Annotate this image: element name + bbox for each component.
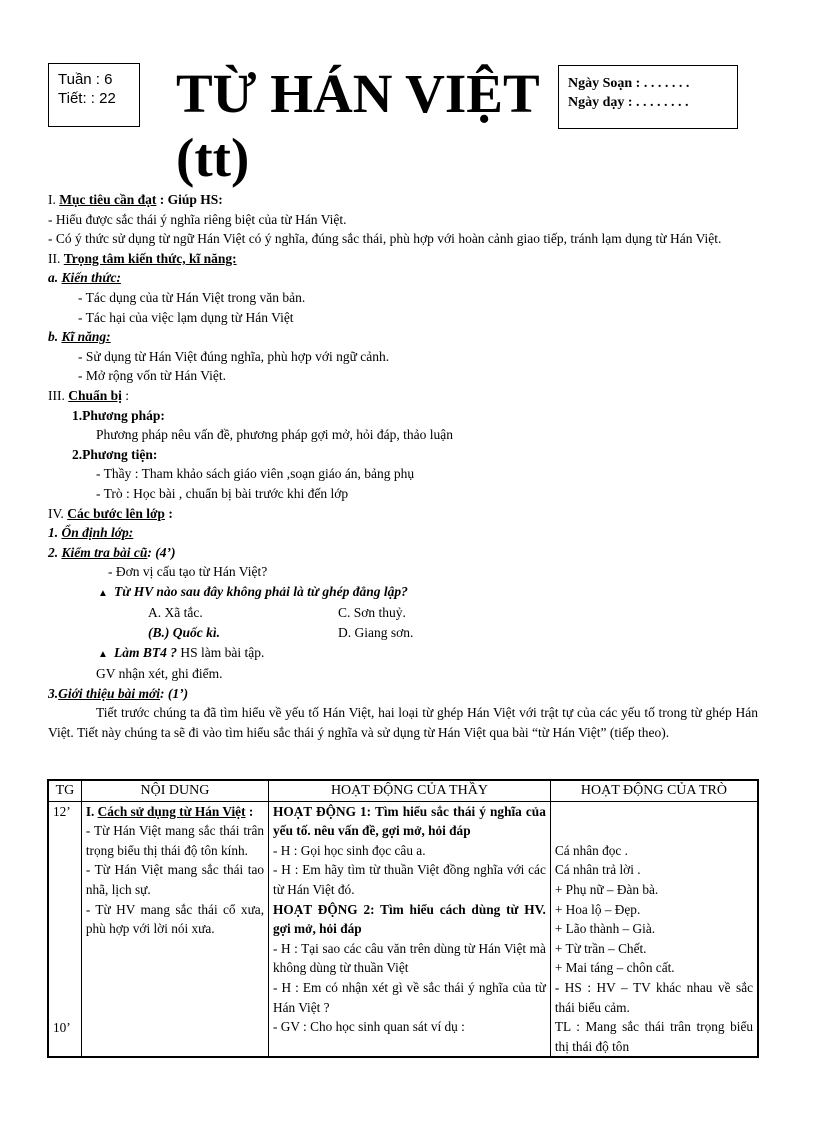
section-4-heading: IV. Các bước lên lớp :	[48, 505, 173, 521]
header-time: TG	[48, 780, 81, 801]
student-item: + Từ trần – Chết.	[554, 940, 647, 956]
method-heading: 1.Phương pháp:	[72, 407, 165, 423]
option-c: C. Sơn thuỷ.	[338, 605, 406, 621]
student-item: + Lão thành – Già.	[554, 921, 656, 937]
step-2-exercise: ▲ Làm BT4 ? HS làm bài tập.	[48, 643, 758, 665]
step-2-question-2: ▲ Từ HV nào sau đây không phải là từ ghép đẳng lập?	[48, 582, 758, 604]
section-3-heading: III. Chuẩn bị :	[48, 387, 130, 403]
skill-2: - Mở rộng vốn từ Hán Việt.	[78, 368, 227, 384]
objective-1: - Hiểu được sắc thái ý nghĩa riêng biệt của từ Hán Việt.	[48, 211, 347, 227]
means-teacher: - Thầy : Tham khảo sách giáo viên ,soạn giáo án, bảng phụ	[96, 466, 415, 482]
content-item-3: - Từ HV mang sắc thái cổ xưa, phù hợp với lời nói xưa.	[85, 901, 265, 937]
triangle-bullet-icon: ▲	[98, 587, 108, 599]
lesson-title-line2: (tt)	[176, 127, 250, 188]
option-a: A. Xã tắc.	[148, 605, 203, 621]
section-1-heading: I. Mục tiêu cần đạt : Giúp HS:	[48, 192, 223, 207]
knowledge-heading: a. Kiến thức:	[48, 270, 121, 286]
student-item: - HS : HV – TV khác nhau về sắc thái biểu cảm.	[554, 979, 753, 1015]
date-prepared: Ngày Soạn : . . . . . . .	[568, 76, 690, 91]
step-3-heading: 3.Giới thiệu bài mới: (1’)	[48, 685, 189, 701]
option-b: (B.) Quốc kì.	[148, 625, 220, 641]
method-text: Phương pháp nêu vấn đề, phương pháp gợi mở, hỏi đáp, thảo luận	[96, 427, 454, 443]
time-1: 12’	[53, 803, 71, 819]
table-row	[48, 801, 758, 1057]
date-box	[558, 65, 738, 129]
skill-1: - Sử dụng từ Hán Việt đúng nghĩa, phù hợp với ngữ cảnh.	[78, 348, 390, 364]
objective-2: - Có ý thức sử dụng từ ngữ Hán Việt có ý nghĩa, đúng sắc thái, phù hợp với hoàn cảnh giao tiếp, tránh lạm dụng từ Hán Việt.	[48, 231, 722, 247]
options-row-2	[48, 623, 758, 643]
date-taught: Ngày dạy : . . . . . . . .	[568, 95, 689, 110]
triangle-bullet-icon: ▲	[98, 648, 108, 660]
student-item: Cá nhân đọc .	[554, 842, 628, 858]
period-label: Tiết: : 22	[58, 90, 116, 107]
content-item-2: - Từ Hán Việt mang sắc thái tao nhã, lịch sự.	[85, 862, 265, 897]
knowledge-2: - Tác hại của việc lạm dụng từ Hán Việt	[78, 309, 294, 325]
step-3-paragraph: Tiết trước chúng ta đã tìm hiểu về yếu tố Hán Việt, hai loại từ ghép Hán Việt với trật tự của các yếu tố trong từ ghép Hán Việt. Tiết này chúng ta sẽ đi vào tìm hiểu sắc thái ý nghĩa và sử dụng từ Hán Việt qua bài “từ Hán Việt” (tiếp theo).	[48, 705, 758, 741]
step-2-grading: GV nhận xét, ghi điểm.	[96, 666, 223, 682]
step-1-heading: 1. Ổn định lớp:	[48, 525, 134, 541]
header-student: HOẠT ĐỘNG CỦA TRÒ	[550, 780, 758, 801]
teacher-step-2: - H : Em hãy tìm từ thuần Việt đồng nghĩa với các từ Hán Việt đó.	[273, 862, 546, 897]
lesson-activity-table	[47, 779, 759, 1058]
step-2-question-1: - Đơn vị cấu tạo từ Hán Việt?	[108, 564, 268, 580]
teacher-step-4: - H : Em có nhận xét gì về sắc thái ý nghĩa của từ Hán Việt ?	[273, 979, 546, 1015]
lesson-title-line1: TỪ HÁN VIỆT	[176, 63, 540, 124]
means-heading: 2.Phương tiện:	[72, 446, 158, 462]
content-cell	[81, 801, 268, 1057]
time-cell	[48, 801, 81, 1057]
week-label: Tuần : 6	[58, 71, 113, 88]
option-d: D. Giang sơn.	[338, 625, 414, 641]
content-title: I. Cách sử dụng từ Hán Việt :	[85, 803, 254, 819]
student-cell	[550, 801, 758, 1057]
student-item: Cá nhân trả lời .	[554, 862, 641, 878]
time-2: 10’	[53, 1019, 71, 1035]
activity-2-heading: HOẠT ĐỘNG 2: Tìm hiểu cách dùng từ HV. gợi mở, hỏi đáp	[273, 901, 546, 937]
step-2-heading: 2. Kiểm tra bài cũ: (4’)	[48, 544, 176, 560]
student-item: + Mai táng – chôn cất.	[554, 960, 675, 976]
knowledge-1: - Tác dụng của từ Hán Việt trong văn bản.	[78, 289, 306, 305]
options-row-1	[48, 603, 758, 623]
student-item: + Phụ nữ – Đàn bà.	[554, 881, 659, 897]
activity-1-heading: HOẠT ĐỘNG 1: Tìm hiểu sắc thái ý nghĩa của yếu tố. nêu vấn đề, gợi mở, hỏi đáp	[273, 803, 546, 839]
header-teacher: HOẠT ĐỘNG CỦA THẦY	[269, 780, 551, 801]
header-content: NỘI DUNG	[81, 780, 268, 801]
means-student: - Trò : Học bài , chuẩn bị bài trước khi đến lớp	[96, 485, 349, 501]
teacher-cell	[269, 801, 551, 1057]
content-item-1: - Từ Hán Việt mang sắc thái trân trọng biểu thị thái độ tôn kính.	[85, 823, 265, 858]
student-item: + Hoa lộ – Đẹp.	[554, 901, 641, 917]
teacher-step-3: - H : Tại sao các câu văn trên dùng từ Hán Việt mà không dùng từ thuần Việt	[273, 940, 546, 976]
week-period-box	[48, 63, 140, 127]
skills-heading: b. Kĩ năng:	[48, 329, 111, 345]
lesson-title	[176, 62, 556, 190]
lesson-body	[48, 190, 758, 743]
table-header-row	[48, 780, 758, 801]
student-item: TL : Mang sắc thái trân trọng biểu thị thái độ tôn	[554, 1019, 753, 1054]
section-2-heading: II. Trọng tâm kiến thức, kĩ năng:	[48, 250, 237, 266]
teacher-step-1: - H : Gọi học sinh đọc câu a.	[273, 842, 426, 858]
teacher-step-5: - GV : Cho học sinh quan sát ví dụ :	[273, 1019, 465, 1035]
